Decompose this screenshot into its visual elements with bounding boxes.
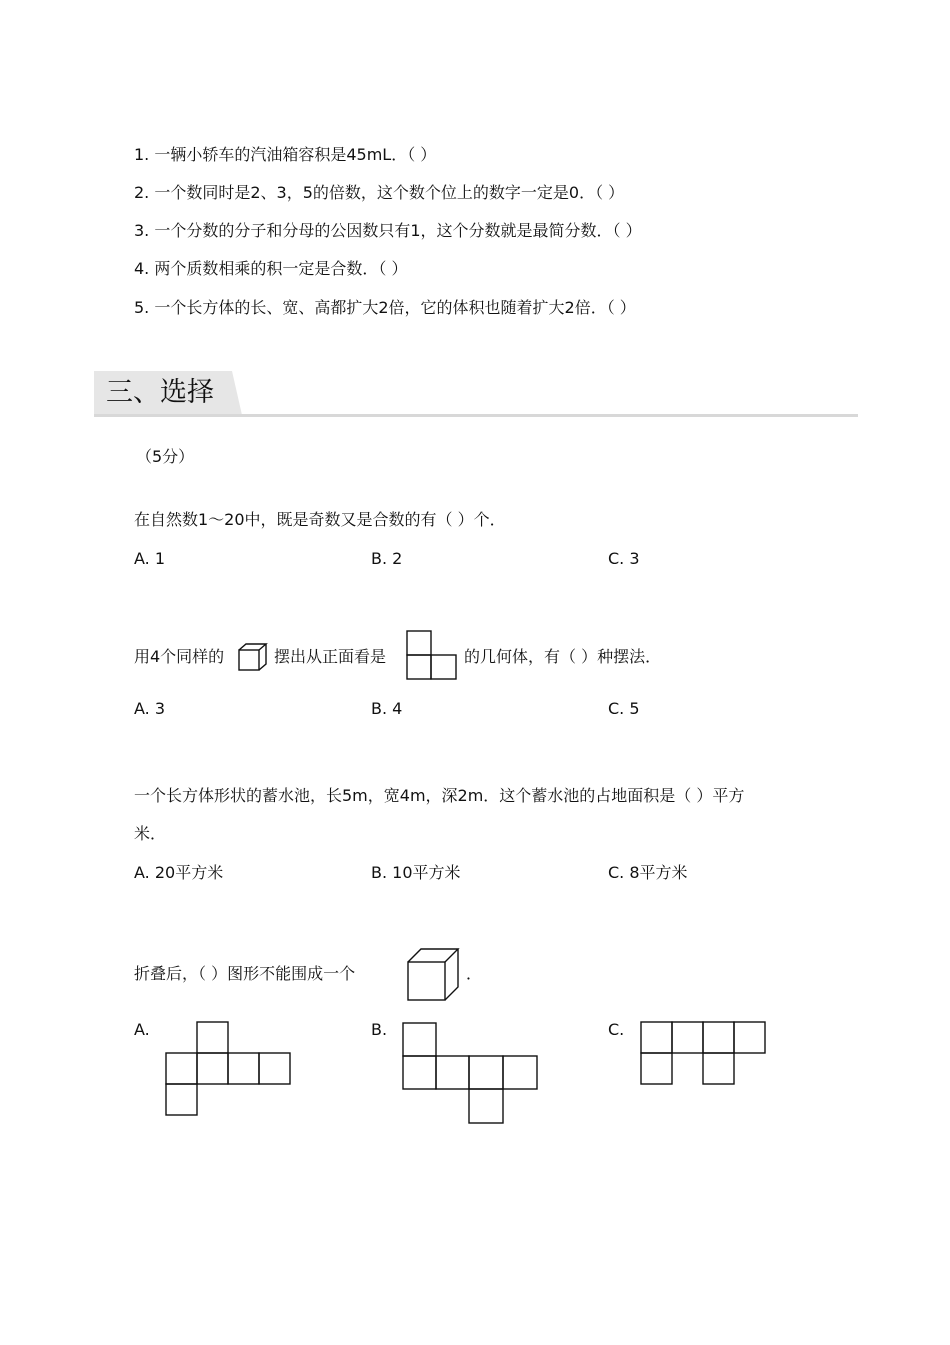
q2-text-b: 摆出从正面看是 (274, 647, 387, 666)
q2-text-c: 的几何体，有（ ）种摆法． (464, 647, 662, 666)
net-figure-b[interactable] (402, 1022, 540, 1126)
q1-option-b[interactable]: B. 2 (371, 549, 403, 568)
q4-option-b[interactable]: B. (371, 1020, 388, 1039)
q3-option-b[interactable]: B. 10平方米 (371, 863, 461, 882)
judge-item-5: 5. 一个长方体的长、宽、高都扩大2倍，它的体积也随着扩大2倍．（ ） (134, 298, 636, 317)
q2-text-a: 用4个同样的 (134, 647, 225, 666)
net-figure-a[interactable] (165, 1021, 293, 1117)
q4-option-c[interactable]: C. (608, 1020, 625, 1039)
q4-option-a[interactable]: A. (134, 1020, 150, 1039)
q2-option-a[interactable]: A. 3 (134, 699, 166, 718)
section-title: 三、选择 (106, 377, 214, 408)
q1-option-a[interactable]: A. 1 (134, 549, 166, 568)
front-view-figure (406, 630, 458, 680)
cube-large-icon (407, 948, 461, 1002)
net-figure-c[interactable] (640, 1021, 768, 1087)
judge-item-3: 3. 一个分数的分子和分母的公因数只有1，这个分数就是最简分数．（ ） (134, 221, 642, 240)
section-divider (94, 414, 858, 417)
judge-item-4: 4. 两个质数相乘的积一定是合数．（ ） (134, 259, 408, 278)
q3-line1: 一个长方体形状的蓄水池，长5m，宽4m，深2m．这个蓄水池的占地面积是（ ）平方 (134, 786, 745, 805)
section-points: （5分） (136, 447, 195, 466)
judge-item-2: 2. 一个数同时是2、3，5的倍数，这个数个位上的数字一定是0．（ ） (134, 183, 625, 202)
section-header (94, 371, 858, 417)
q3-option-a[interactable]: A. 20平方米 (134, 863, 224, 882)
q4-text-b: ． (466, 964, 483, 983)
q4-text-a: 折叠后，（ ）图形不能围成一个 (134, 964, 356, 983)
q2-option-c[interactable]: C. 5 (608, 699, 640, 718)
q1-text: 在自然数1～20中，既是奇数又是合数的有（ ）个． (134, 510, 506, 529)
judge-item-1: 1. 一辆小轿车的汽油箱容积是45mL．（ ） (134, 145, 437, 164)
q3-option-c[interactable]: C. 8平方米 (608, 863, 688, 882)
q1-option-c[interactable]: C. 3 (608, 549, 640, 568)
q3-line2: 米． (134, 824, 167, 843)
cube-icon (238, 643, 268, 671)
q2-option-b[interactable]: B. 4 (371, 699, 403, 718)
